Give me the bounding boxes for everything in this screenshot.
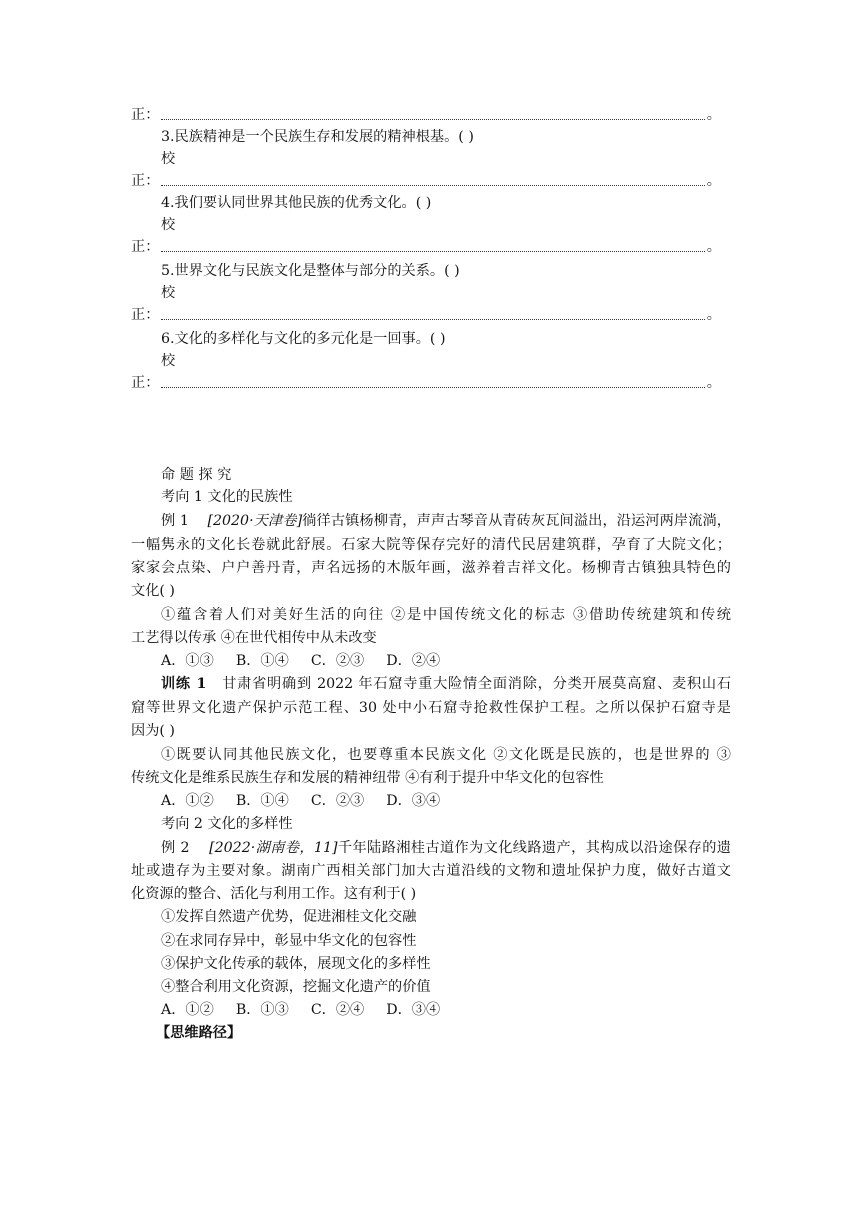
option-a: A．①② — [161, 1002, 214, 1018]
example-1-line-3: 家家会点染、户户善丹青，声名远扬的木版年画，滋养着吉祥文化。杨柳青古镇独具特色的 — [131, 560, 731, 576]
example-1-options — [161, 650, 731, 672]
example-1-line-1: 例 1 [2020·天津卷]徜徉古镇杨柳青，声声古琴音从青砖灰瓦间溢出，沿运河两岸流淌， — [161, 513, 731, 529]
training-1-items-line-1: ①既要认同其他民族文化，也要尊重本民族文化 ②文化既是民族的，也是世界的 ③ — [161, 747, 731, 763]
thinking-path-heading: 【思维路径】 — [156, 1025, 242, 1041]
period: 。 — [706, 307, 721, 323]
training-1-line-3: 因为( ) — [131, 723, 175, 739]
training-1-items-line-2: 传统文化是维系民族生存和发展的精神纽带 ④有利于提升中华文化的包容性 — [131, 770, 604, 786]
example-2-options — [161, 999, 731, 1021]
training-1-line-1: 训练 1 甘肃省明确到 2022 年石窟寺重大险情全面消除，分类开展莫高窟、麦积山石 — [161, 676, 732, 692]
example-1-items-line-1: ①蕴含着人们对美好生活的向往 ②是中国传统文化的标志 ③借助传统建筑和传统 — [161, 607, 731, 623]
option-b: B．①④ — [235, 793, 289, 809]
example-1-items-line-2: 工艺得以传承 ④在世代相传中从未改变 — [131, 630, 377, 646]
period: 。 — [706, 107, 721, 123]
training-1-options — [161, 790, 731, 812]
dotted-fill-line — [161, 387, 704, 388]
correction-line — [131, 170, 721, 192]
zheng-label: 正： — [131, 173, 160, 189]
statement-3: 3.民族精神是一个民族生存和发展的精神根基。( ) — [161, 129, 474, 145]
option-d: D．③④ — [386, 1002, 441, 1018]
period: 。 — [706, 239, 721, 255]
option-b: B．①④ — [235, 653, 289, 669]
correction-block-6 — [131, 328, 721, 394]
zheng-label: 正： — [131, 107, 160, 123]
option-c: C．②④ — [310, 1002, 365, 1018]
correction-line — [131, 236, 721, 258]
example-2-item-4: ④整合利用文化资源，挖掘文化遗产的价值 — [161, 979, 431, 995]
dotted-fill-line — [161, 319, 704, 320]
example-2-item-3: ③保护文化传承的载体，展现文化的多样性 — [161, 956, 431, 972]
example-1-source: [2020·天津卷] — [207, 513, 303, 529]
example-2-label: 例 2 — [161, 840, 190, 856]
option-a: A．①② — [161, 793, 214, 809]
statement-5: 5.世界文化与民族文化是整体与部分的关系。( ) — [161, 263, 460, 279]
option-c: C．②③ — [310, 793, 365, 809]
example-1-line-4: 文化( ) — [131, 583, 175, 599]
zheng-label: 正： — [131, 375, 160, 391]
dotted-fill-line — [161, 251, 704, 252]
xiao-label: 校 — [161, 285, 176, 301]
correction-line — [131, 304, 721, 326]
option-b: B．①③ — [235, 1002, 289, 1018]
xiao-label: 校 — [161, 353, 176, 369]
zheng-label: 正： — [131, 239, 160, 255]
training-1-label: 训练 1 — [161, 676, 207, 692]
period: 。 — [706, 173, 721, 189]
kaoxiang-1-heading: 考向 1 文化的民族性 — [161, 489, 293, 505]
correction-block-4 — [131, 192, 721, 258]
dotted-fill-line — [161, 185, 704, 186]
example-2-source: [2022·湖南卷，11] — [209, 840, 338, 856]
kaoxiang-2-heading: 考向 2 文化的多样性 — [161, 816, 293, 832]
option-a: A．①③ — [161, 653, 214, 669]
correction-line — [131, 372, 721, 394]
statement-6: 6.文化的多样化与文化的多元化是一回事。( ) — [161, 331, 446, 347]
example-2-line-3: 化资源的整合、活化与利用工作。这有利于( ) — [131, 886, 417, 902]
statement-4: 4.我们要认同世界其他民族的优秀文化。( ) — [161, 195, 432, 211]
example-1-line-2: 一幅隽永的文化长卷就此舒展。石家大院等保存完好的清代民居建筑群，孕育了大院文化； — [131, 537, 731, 553]
option-c: C．②③ — [310, 653, 365, 669]
training-1-line-2: 窟等世界文化遗产保护示范工程、30 处中小石窟寺抢救性保护工程。之所以保护石窟寺是 — [131, 700, 731, 716]
correction-block-3 — [131, 126, 721, 192]
xiao-label: 校 — [161, 217, 176, 233]
option-d: D．③④ — [386, 793, 441, 809]
dotted-fill-line — [161, 119, 704, 120]
correction-block-2 — [131, 104, 721, 126]
period: 。 — [706, 375, 721, 391]
correction-block-5 — [131, 260, 721, 326]
xiao-label: 校 — [161, 151, 176, 167]
example-1-label: 例 1 — [161, 513, 189, 529]
section-title: 命 题 探 究 — [161, 467, 232, 483]
correction-line — [131, 104, 721, 126]
example-2-line-2: 址或遗存为主要对象。湖南广西相关部门加大古道沿线的文物和遗址保护力度，做好古道文 — [131, 863, 731, 879]
zheng-label: 正： — [131, 307, 160, 323]
example-2-item-1: ①发挥自然遗产优势，促进湘桂文化交融 — [161, 909, 417, 925]
example-2-line-1: 例 2 [2022·湖南卷，11]千年陆路湘桂古道作为文化线路遗产，其构成以沿途保存的遗 — [161, 840, 731, 856]
option-d: D．②④ — [386, 653, 441, 669]
example-2-item-2: ②在求同存异中，彰显中华文化的包容性 — [161, 933, 417, 949]
